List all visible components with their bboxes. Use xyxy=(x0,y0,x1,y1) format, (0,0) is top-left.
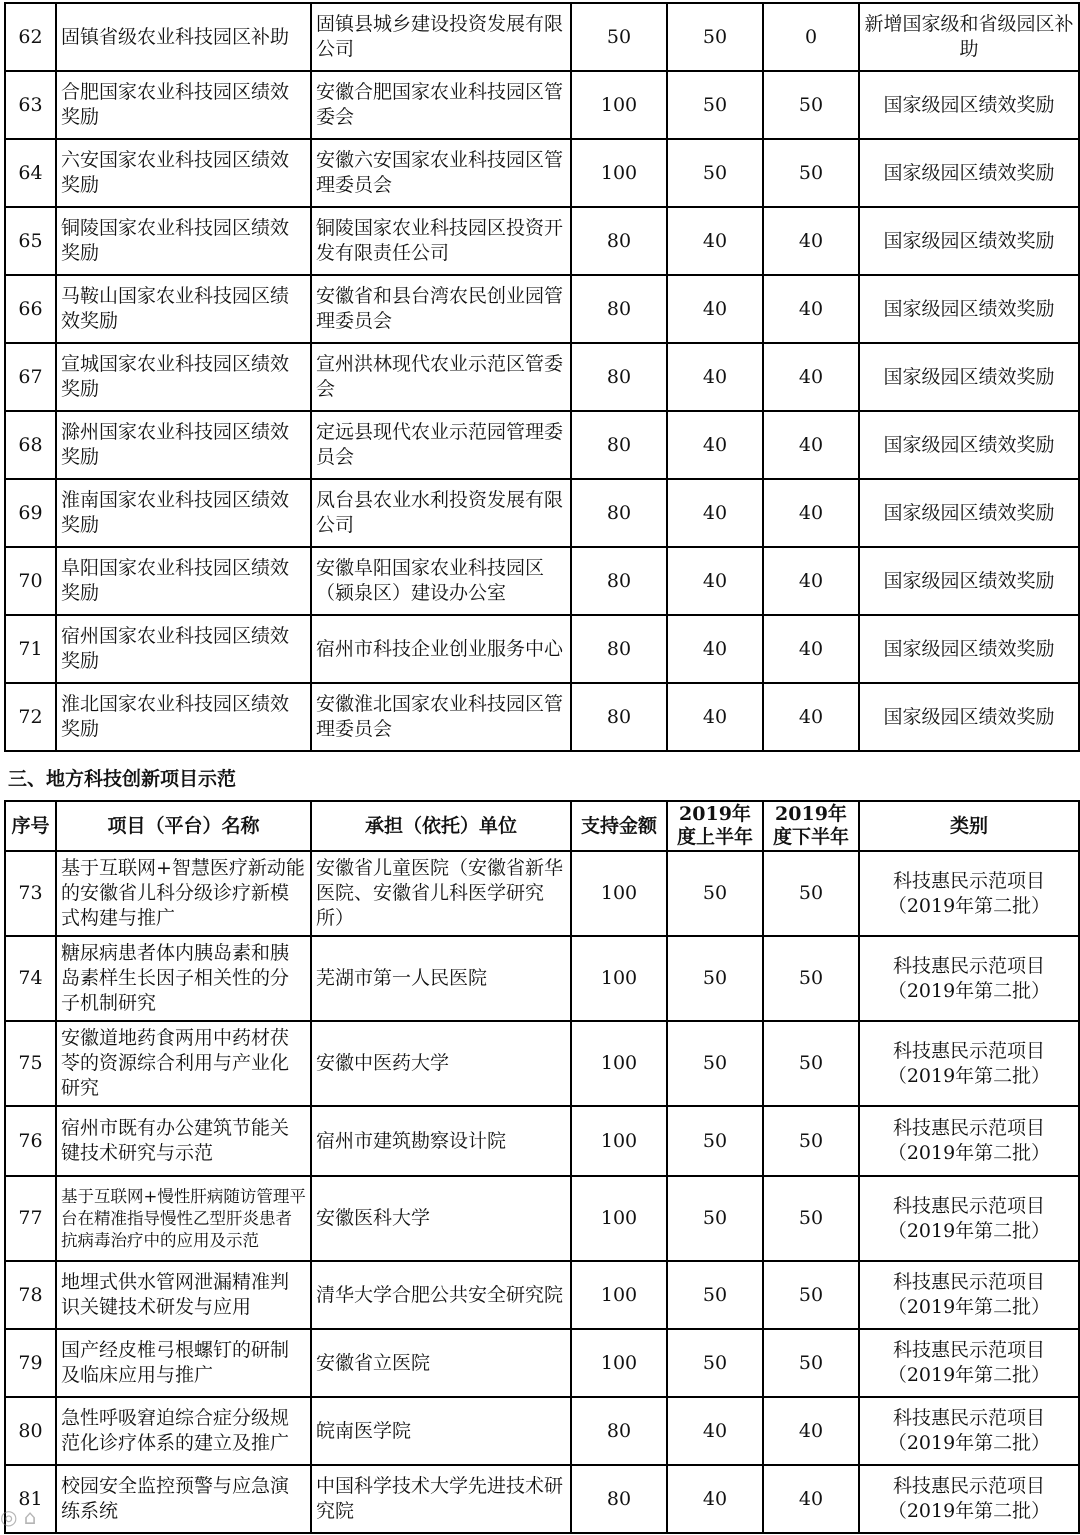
cell-h2: 40 xyxy=(763,479,859,547)
cell-category: 科技惠民示范项目（2019年第二批） xyxy=(859,936,1079,1021)
cell-category: 科技惠民示范项目（2019年第二批） xyxy=(859,1397,1079,1465)
cell-h1: 40 xyxy=(667,1397,763,1465)
cell-amount: 50 xyxy=(571,3,667,71)
cell-h1: 40 xyxy=(667,275,763,343)
cell-h2: 40 xyxy=(763,343,859,411)
table-row xyxy=(5,1261,1079,1329)
cell-amount: 100 xyxy=(571,1021,667,1106)
cell-no: 74 xyxy=(5,936,56,1021)
table-row xyxy=(5,683,1079,751)
cell-h2: 50 xyxy=(763,1329,859,1397)
cell-h1: 50 xyxy=(667,1329,763,1397)
cell-amount: 80 xyxy=(571,411,667,479)
cell-unit: 安徽合肥国家农业科技园区管委会 xyxy=(311,71,571,139)
table-row xyxy=(5,936,1079,1021)
cell-unit: 皖南医学院 xyxy=(311,1397,571,1465)
cell-h2: 50 xyxy=(763,1021,859,1106)
table-row xyxy=(5,139,1079,207)
table-row xyxy=(5,275,1079,343)
cell-category: 国家级园区绩效奖励 xyxy=(859,71,1079,139)
cell-category: 国家级园区绩效奖励 xyxy=(859,139,1079,207)
cell-no: 71 xyxy=(5,615,56,683)
cell-no: 73 xyxy=(5,851,56,936)
header-category: 类别 xyxy=(859,801,1079,851)
cell-amount: 80 xyxy=(571,479,667,547)
header-no: 序号 xyxy=(5,801,56,851)
cell-h2: 40 xyxy=(763,411,859,479)
cell-amount: 100 xyxy=(571,1106,667,1176)
cell-no: 68 xyxy=(5,411,56,479)
table-row xyxy=(5,547,1079,615)
cell-h1: 40 xyxy=(667,411,763,479)
cell-category: 科技惠民示范项目（2019年第二批） xyxy=(859,1329,1079,1397)
cell-h1: 50 xyxy=(667,3,763,71)
cell-h1: 50 xyxy=(667,139,763,207)
cell-category: 国家级园区绩效奖励 xyxy=(859,411,1079,479)
section-title: 三、地方科技创新项目示范 xyxy=(8,768,237,790)
cell-unit: 宿州市科技企业创业服务中心 xyxy=(311,615,571,683)
table-row xyxy=(5,207,1079,275)
cell-name: 急性呼吸窘迫综合症分级规范化诊疗体系的建立及推广 xyxy=(56,1397,311,1465)
cell-no: 78 xyxy=(5,1261,56,1329)
cell-unit: 安徽省和县台湾农民创业园管理委员会 xyxy=(311,275,571,343)
cell-amount: 80 xyxy=(571,343,667,411)
cell-name: 铜陵国家农业科技园区绩效奖励 xyxy=(56,207,311,275)
table-row xyxy=(5,1465,1079,1533)
cell-h1: 50 xyxy=(667,1021,763,1106)
cell-no: 70 xyxy=(5,547,56,615)
cell-h2: 40 xyxy=(763,275,859,343)
cell-h1: 40 xyxy=(667,683,763,751)
cell-unit: 铜陵国家农业科技园区投资开发有限责任公司 xyxy=(311,207,571,275)
cell-no: 64 xyxy=(5,139,56,207)
cell-no: 67 xyxy=(5,343,56,411)
cell-name: 阜阳国家农业科技园区绩效奖励 xyxy=(56,547,311,615)
cell-no: 77 xyxy=(5,1176,56,1261)
cell-name: 宿州国家农业科技园区绩效奖励 xyxy=(56,615,311,683)
cell-h1: 50 xyxy=(667,1106,763,1176)
table-row xyxy=(5,1021,1079,1106)
header-amount: 支持金额 xyxy=(571,801,667,851)
cell-unit: 固镇县城乡建设投资发展有限公司 xyxy=(311,3,571,71)
cell-unit: 宣州洪林现代农业示范区管委会 xyxy=(311,343,571,411)
cell-no: 66 xyxy=(5,275,56,343)
cell-unit: 宿州市建筑勘察设计院 xyxy=(311,1106,571,1176)
cell-category: 国家级园区绩效奖励 xyxy=(859,683,1079,751)
cell-unit: 清华大学合肥公共安全研究院 xyxy=(311,1261,571,1329)
cell-category: 国家级园区绩效奖励 xyxy=(859,479,1079,547)
cell-h2: 40 xyxy=(763,683,859,751)
cell-h1: 40 xyxy=(667,615,763,683)
table-row xyxy=(5,411,1079,479)
cell-unit: 中国科学技术大学先进技术研究院 xyxy=(311,1465,571,1533)
cell-unit: 芜湖市第一人民医院 xyxy=(311,936,571,1021)
cell-unit: 安徽阜阳国家农业科技园区（颍泉区）建设办公室 xyxy=(311,547,571,615)
cell-h2: 40 xyxy=(763,1465,859,1533)
cell-amount: 80 xyxy=(571,1465,667,1533)
header-h1: 2019年度上半年 xyxy=(667,801,763,851)
table-row xyxy=(5,343,1079,411)
cell-category: 国家级园区绩效奖励 xyxy=(859,275,1079,343)
cell-amount: 100 xyxy=(571,1176,667,1261)
cell-no: 79 xyxy=(5,1329,56,1397)
cell-name: 基于互联网+智慧医疗新动能的安徽省儿科分级诊疗新模式构建与推广 xyxy=(56,851,311,936)
cell-no: 76 xyxy=(5,1106,56,1176)
cell-h2: 40 xyxy=(763,207,859,275)
cell-h1: 50 xyxy=(667,71,763,139)
cell-amount: 100 xyxy=(571,936,667,1021)
cell-h2: 40 xyxy=(763,547,859,615)
table-row xyxy=(5,3,1079,71)
cell-category: 国家级园区绩效奖励 xyxy=(859,547,1079,615)
header-h2: 2019年度下半年 xyxy=(763,801,859,851)
cell-unit: 定远县现代农业示范园管理委员会 xyxy=(311,411,571,479)
cell-unit: 安徽医科大学 xyxy=(311,1176,571,1261)
cell-h1: 40 xyxy=(667,207,763,275)
cell-amount: 80 xyxy=(571,1397,667,1465)
table-header-row xyxy=(5,801,1079,851)
cell-unit: 凤台县农业水利投资发展有限公司 xyxy=(311,479,571,547)
allocation-table-part1 xyxy=(4,2,1080,752)
cell-unit: 安徽省立医院 xyxy=(311,1329,571,1397)
cell-unit: 安徽省儿童医院（安徽省新华医院、安徽省儿科医学研究所） xyxy=(311,851,571,936)
cell-category: 科技惠民示范项目（2019年第二批） xyxy=(859,1106,1079,1176)
cell-category: 科技惠民示范项目（2019年第二批） xyxy=(859,1176,1079,1261)
cell-h1: 50 xyxy=(667,1176,763,1261)
cell-h1: 50 xyxy=(667,851,763,936)
cell-unit: 安徽淮北国家农业科技园区管理委员会 xyxy=(311,683,571,751)
allocation-table-part2 xyxy=(4,800,1080,1534)
cell-no: 63 xyxy=(5,71,56,139)
cell-amount: 80 xyxy=(571,547,667,615)
cell-amount: 100 xyxy=(571,139,667,207)
cell-unit: 安徽六安国家农业科技园区管理委员会 xyxy=(311,139,571,207)
cell-name: 滁州国家农业科技园区绩效奖励 xyxy=(56,411,311,479)
header-unit: 承担（依托）单位 xyxy=(311,801,571,851)
cell-no: 72 xyxy=(5,683,56,751)
cell-h2: 50 xyxy=(763,936,859,1021)
cell-no: 80 xyxy=(5,1397,56,1465)
cell-name: 安徽道地药食两用中药材茯苓的资源综合利用与产业化研究 xyxy=(56,1021,311,1106)
table-row xyxy=(5,479,1079,547)
cell-h2: 50 xyxy=(763,71,859,139)
cell-name: 六安国家农业科技园区绩效奖励 xyxy=(56,139,311,207)
cell-category: 科技惠民示范项目（2019年第二批） xyxy=(859,1021,1079,1106)
cell-h2: 0 xyxy=(763,3,859,71)
cell-h2: 50 xyxy=(763,851,859,936)
cell-name: 合肥国家农业科技园区绩效奖励 xyxy=(56,71,311,139)
cell-name: 淮北国家农业科技园区绩效奖励 xyxy=(56,683,311,751)
table-row xyxy=(5,1106,1079,1176)
cell-category: 国家级园区绩效奖励 xyxy=(859,343,1079,411)
cell-category: 国家级园区绩效奖励 xyxy=(859,615,1079,683)
cell-h1: 40 xyxy=(667,547,763,615)
cell-h2: 50 xyxy=(763,1106,859,1176)
cell-h2: 40 xyxy=(763,1397,859,1465)
cell-name: 淮南国家农业科技园区绩效奖励 xyxy=(56,479,311,547)
cell-name: 马鞍山国家农业科技园区绩效奖励 xyxy=(56,275,311,343)
cell-no: 69 xyxy=(5,479,56,547)
cell-amount: 100 xyxy=(571,851,667,936)
cell-h1: 50 xyxy=(667,1261,763,1329)
cell-h1: 50 xyxy=(667,936,763,1021)
cell-no: 62 xyxy=(5,3,56,71)
cell-name: 基于互联网+慢性肝病随访管理平台在精准指导慢性乙型肝炎患者抗病毒治疗中的应用及示范 xyxy=(56,1176,311,1261)
cell-amount: 80 xyxy=(571,207,667,275)
cell-name: 地埋式供水管网泄漏精准判识关键技术研发与应用 xyxy=(56,1261,311,1329)
cell-h2: 50 xyxy=(763,1176,859,1261)
cell-amount: 80 xyxy=(571,275,667,343)
cell-category: 科技惠民示范项目（2019年第二批） xyxy=(859,1261,1079,1329)
cell-h1: 40 xyxy=(667,1465,763,1533)
cell-h1: 40 xyxy=(667,343,763,411)
cell-h2: 40 xyxy=(763,615,859,683)
table-row xyxy=(5,71,1079,139)
cell-name: 固镇省级农业科技园区补助 xyxy=(56,3,311,71)
table-row xyxy=(5,615,1079,683)
header-name: 项目（平台）名称 xyxy=(56,801,311,851)
cell-h1: 40 xyxy=(667,479,763,547)
cell-h2: 50 xyxy=(763,139,859,207)
cell-category: 国家级园区绩效奖励 xyxy=(859,207,1079,275)
cell-amount: 100 xyxy=(571,1329,667,1397)
cell-unit: 安徽中医药大学 xyxy=(311,1021,571,1106)
table-row xyxy=(5,1329,1079,1397)
cell-name: 糖尿病患者体内胰岛素和胰岛素样生长因子相关性的分子机制研究 xyxy=(56,936,311,1021)
cell-no: 75 xyxy=(5,1021,56,1106)
cell-amount: 80 xyxy=(571,683,667,751)
cell-category: 科技惠民示范项目（2019年第二批） xyxy=(859,1465,1079,1533)
cell-category: 科技惠民示范项目（2019年第二批） xyxy=(859,851,1079,936)
cell-amount: 100 xyxy=(571,1261,667,1329)
table-row xyxy=(5,1176,1079,1261)
cell-amount: 80 xyxy=(571,615,667,683)
cell-no: 65 xyxy=(5,207,56,275)
cell-no: 81 xyxy=(5,1465,56,1533)
table-row xyxy=(5,851,1079,936)
cell-amount: 100 xyxy=(571,71,667,139)
watermark-icon: ◎ ⌂ xyxy=(0,1505,37,1529)
cell-name: 宣城国家农业科技园区绩效奖励 xyxy=(56,343,311,411)
cell-name: 校园安全监控预警与应急演练系统 xyxy=(56,1465,311,1533)
table-row xyxy=(5,1397,1079,1465)
cell-name: 宿州市既有办公建筑节能关键技术研究与示范 xyxy=(56,1106,311,1176)
cell-h2: 50 xyxy=(763,1261,859,1329)
cell-name: 国产经皮椎弓根螺钉的研制及临床应用与推广 xyxy=(56,1329,311,1397)
cell-category: 新增国家级和省级园区补助 xyxy=(859,3,1079,71)
